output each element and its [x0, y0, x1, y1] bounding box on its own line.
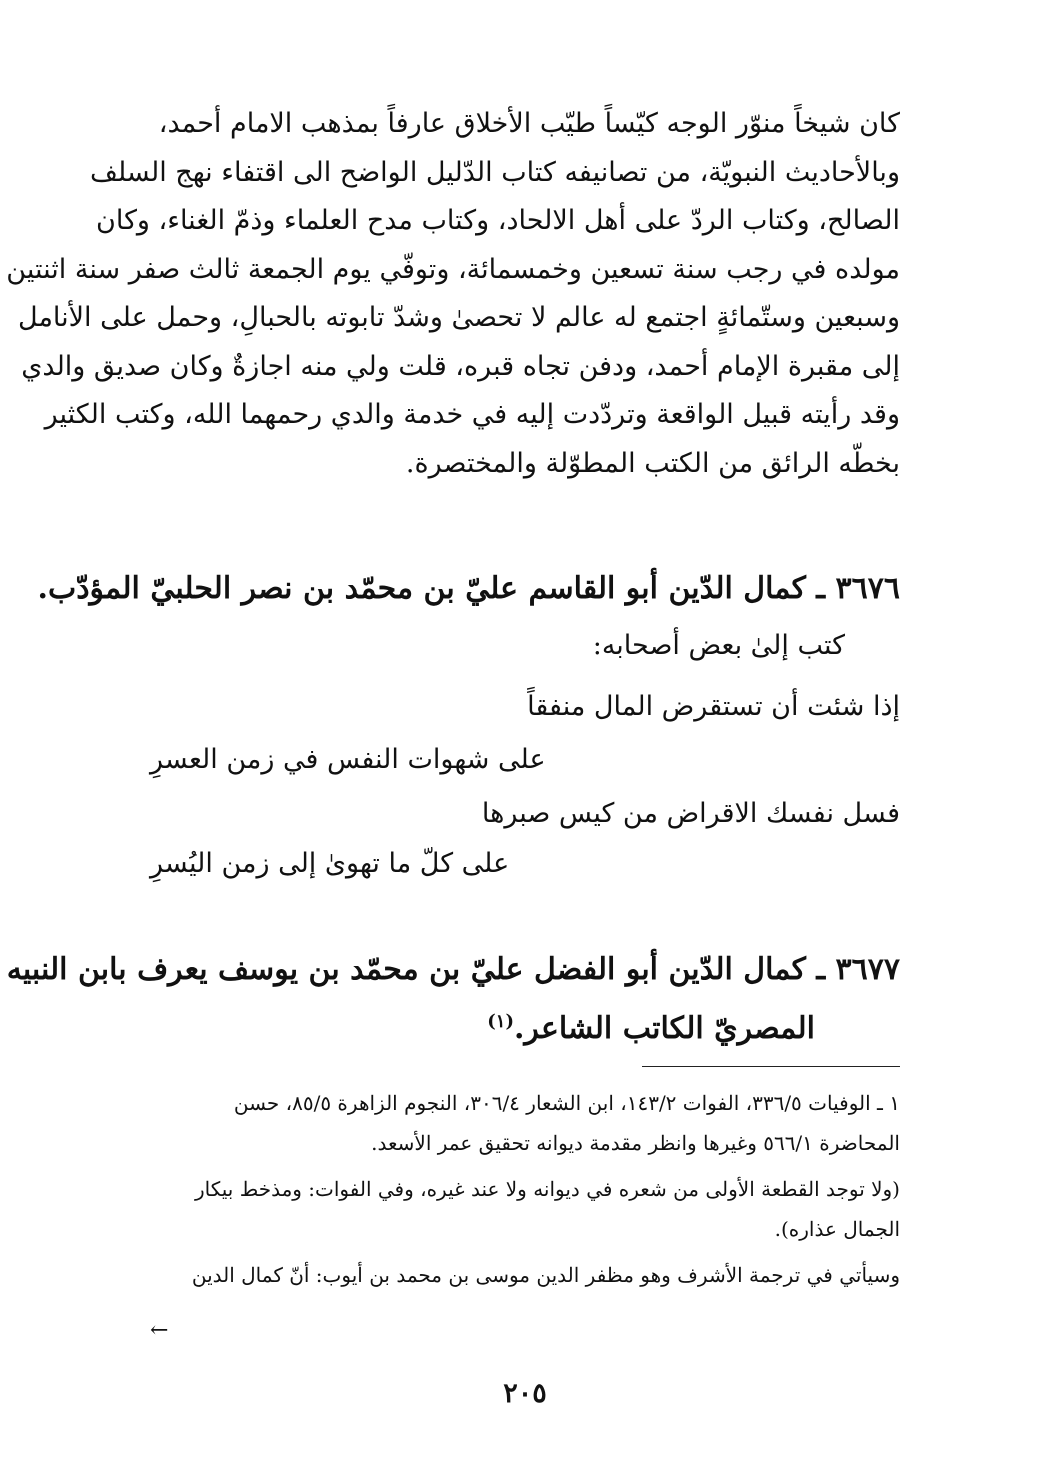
footnote-note: (ولا توجد القطعة الأولى من شعره في ديوانه ولا عند غيره، وفي الفوات: ومذخط بيكار الجمال عذاره).	[194, 1177, 900, 1241]
text-line: بخطّه الرائق من الكتب المطوّلة والمختصرة.	[405, 447, 900, 479]
entry-3677-heading-line2	[150, 996, 900, 1055]
footnote-1: ١ ـ الوفيات ٣٣٦/٥، الفوات ١٤٣/٢، ابن الشعار ٣٠٦/٤، النجوم الزاهرة ٨٥/٥، حسن المحاضرة ٥٦٦/١ وغيرها وانظر مقدمة ديوانه تحقيق عمر الأسعد.	[233, 1091, 900, 1155]
entry-3676-heading: ٣٦٧٦ ـ كمال الدّين أبو القاسم عليّ بن محمّد بن نصر الحلبيّ المؤدّب.	[37, 571, 900, 606]
entry-3677-heading-line1: ٣٦٧٧ ـ كمال الدّين أبو الفضل عليّ بن محمّد بن يوسف يعرف بابن النبيه	[6, 952, 900, 987]
footnote-separator	[642, 1066, 900, 1067]
verse-line: على شهوات النفس في زمن العسرِ	[150, 744, 546, 775]
text-line: وقد رأيته قبيل الواقعة وتردّدت إليه في خدمة والدي رحمهما الله، وكتب الكثير	[44, 399, 900, 430]
text-line: كان شيخاً منوّر الوجه كيّساً طيّب الأخلاق عارفاً بمذهب الامام أحمد،	[158, 108, 900, 139]
footnote-marker: (١)	[487, 1011, 514, 1032]
text-line: وبالأحاديث النبويّة، من تصانيفه كتاب الدّليل الواضح الى اقتفاء نهج السلف	[90, 156, 900, 188]
footnote-continuation: وسيأتي في ترجمة الأشرف وهو مظفر الدين موسى بن محمد بن أيوب: أنّ كمال الدين	[191, 1263, 900, 1287]
text-line: إلى مقبرة الإمام أحمد، ودفن تجاه قبره، قلت ولي منه اجازةٌ وكان صديق والدي	[21, 350, 900, 382]
verse-line: فسل نفسك الاقراض من كيس صبرها	[481, 798, 900, 829]
entry-3677-heading	[6, 944, 900, 1055]
text-line: الصالح، وكتاب الردّ على أهل الالحاد، وكتاب مدح العلماء وذمّ الغناء، وكان	[96, 205, 900, 236]
text-line: وسبعين وستّمائةٍ اجتمع له عالم لا تحصىٰ وشدّ تابوته بالحبالِ، وحمل على الأنامل	[18, 302, 900, 333]
verse-line: إذا شئت أن تستقرض المال منفقاً	[527, 691, 900, 722]
entry-3676-intro: كتب إلىٰ بعض أصحابه:	[592, 630, 845, 661]
footnotes	[150, 1083, 900, 1301]
biography-paragraph	[6, 100, 900, 488]
text-line: مولده في رجب سنة تسعين وخمسمائة، وتوفّي يوم الجمعة ثالث صفر سنة اثنتين	[6, 253, 900, 285]
verse-line: على كلّ ما تهوىٰ إلى زمن اليُسرِ	[150, 848, 510, 879]
page-number: ٢٠٥	[503, 1378, 547, 1409]
entry-3677-heading-line2-text: المصريّ الكاتب الشاعر.	[513, 1011, 815, 1046]
continuation-arrow-icon: ←	[150, 1318, 169, 1343]
